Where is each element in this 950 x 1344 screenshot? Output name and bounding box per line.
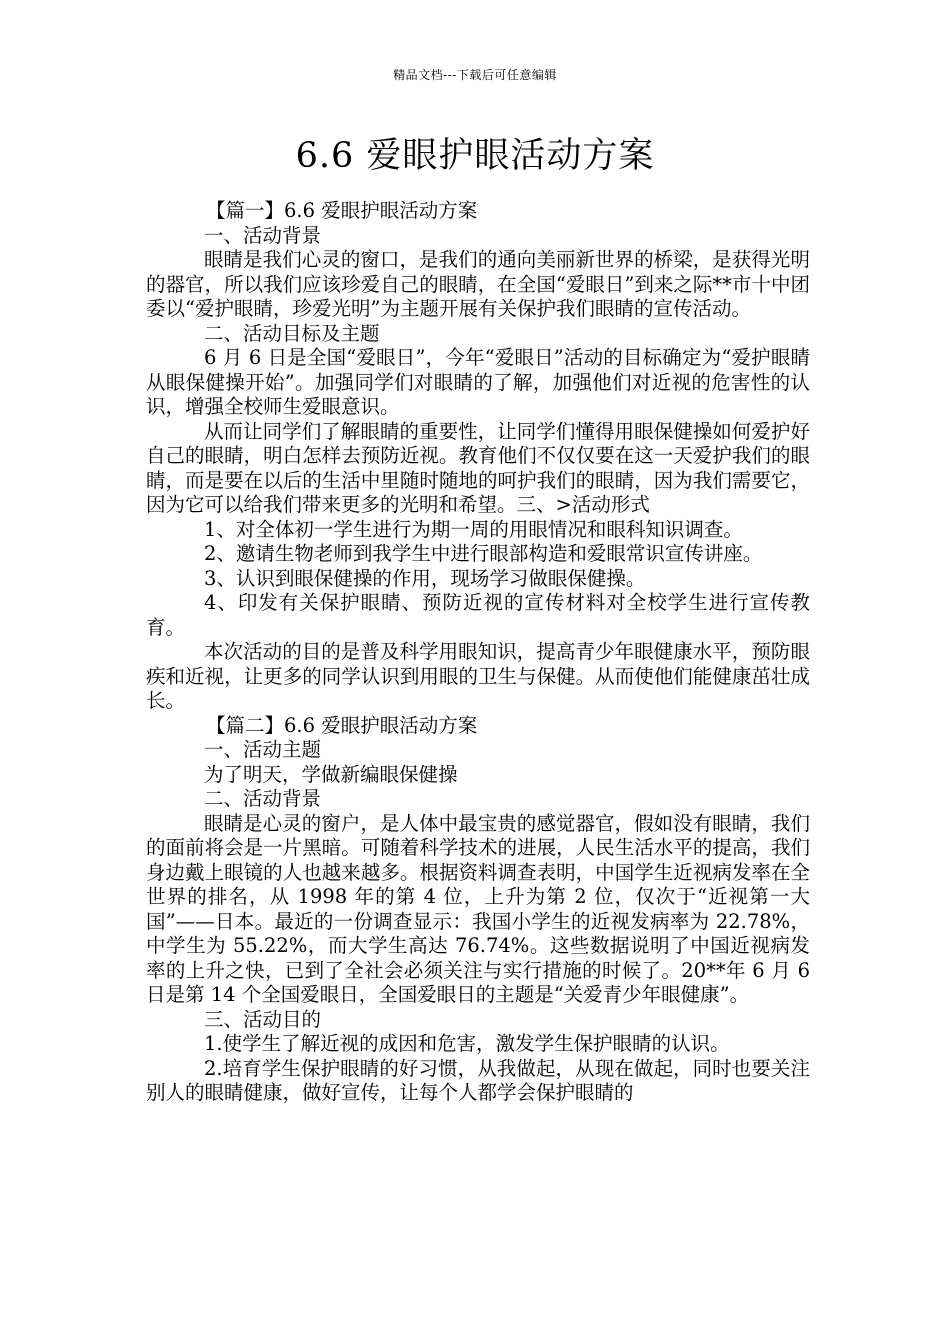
- list-item: 1、对全体初一学生进行为期一周的用眼情况和眼科知识调查。: [204, 517, 743, 541]
- list-item: 3、认识到眼保健操的作用，现场学习做眼保健操。: [204, 566, 646, 590]
- list-item: 4、印发有关保护眼睛、预防近视的宣传材料对全校学生进行宣传教育。: [146, 591, 810, 639]
- page-header-note: 精品文档---下载后可任意编辑: [393, 68, 557, 82]
- section-heading: 【篇一】6.6 爱眼护眼活动方案: [206, 199, 478, 222]
- paragraph: 眼睛是心灵的窗户，是人体中最宝贵的感觉器官，假如没有眼睛，我们的面前将会是一片黑暗。可随着科学技术的进展，人民生活水平的提高，我们身边戴上眼镜的人也越来越多。根据资料调查表明，中国学生近视病发率在全世界的排名，从 1998 年的第 4 位，上升为第 2 位，仅次于“近视第一大国”——日本。最近的一份调查显示：我国小学生的近视发病率为 22.78%，中学生为 55.22%，而大学生高达 76.74%。这些数据说明了中国近视病发率的上升之快，已到了全社会必须关注与实行措施的时候了。20**年 6 月 6 日是第 14 个全国爱眼日，全国爱眼日的主题是“关爱青少年眼健康”。: [146, 811, 810, 1006]
- paragraph: 6 月 6 日是全国“爱眼日”，今年“爱眼日”活动的目标确定为“爱护眼睛从眼保健操开始”。加强同学们对眼睛的了解，加强他们对近视的危害性的认识，增强全校师生爱眼意识。: [146, 346, 810, 418]
- subheading: 二、活动目标及主题: [204, 321, 380, 345]
- subheading: 一、活动主题: [204, 738, 322, 761]
- paragraph: 从而让同学们了解眼睛的重要性，让同学们懂得用眼保健操如何爱护好自己的眼睛，明白怎样去预防近视。教育他们不仅仅要在这一天爱护我们的眼睛，而是要在以后的生活中里随时随地的呵护我们的眼睛，因为我们需要它，因为它可以给我们带来更多的光明和希望。三、>活动形式: [146, 419, 810, 516]
- list-item: 2.培育学生保护眼睛的好习惯，从我做起，从现在做起，同时也要关注别人的眼睛健康，做好宣传，让每个人都学会保护眼睛的: [146, 1056, 810, 1104]
- subheading: 三、活动目的: [204, 1007, 322, 1031]
- paragraph: 为了明天，学做新编眼保健操: [204, 762, 458, 786]
- subheading: 二、活动背景: [204, 787, 322, 810]
- paragraph: 本次活动的目的是普及科学用眼知识，提高青少年眼健康水平，预防眼疾和近视，让更多的同学认识到用眼的卫生与保健。从而使他们能健康茁壮成长。: [146, 640, 810, 712]
- list-item: 1.使学生了解近视的成因和危害，激发学生保护眼睛的认识。: [204, 1032, 730, 1055]
- section-heading: 【篇二】6.6 爱眼护眼活动方案: [206, 713, 478, 737]
- document-title: 6.6 爱眼护眼活动方案: [295, 136, 655, 176]
- list-item: 2、邀请生物老师到我学生中进行眼部构造和爱眼常识宣传讲座。: [204, 542, 763, 565]
- subheading: 一、活动背景: [204, 223, 322, 247]
- paragraph: 眼睛是我们心灵的窗口，是我们的通向美丽新世界的桥梁，是获得光明的器官，所以我们应该珍爱自己的眼睛，在全国“爱眼日”到来之际**市十中团委以“爱护眼睛，珍爱光明”为主题开展有关保护我们眼睛的宣传活动。: [146, 248, 810, 320]
- document-body: [146, 199, 810, 1106]
